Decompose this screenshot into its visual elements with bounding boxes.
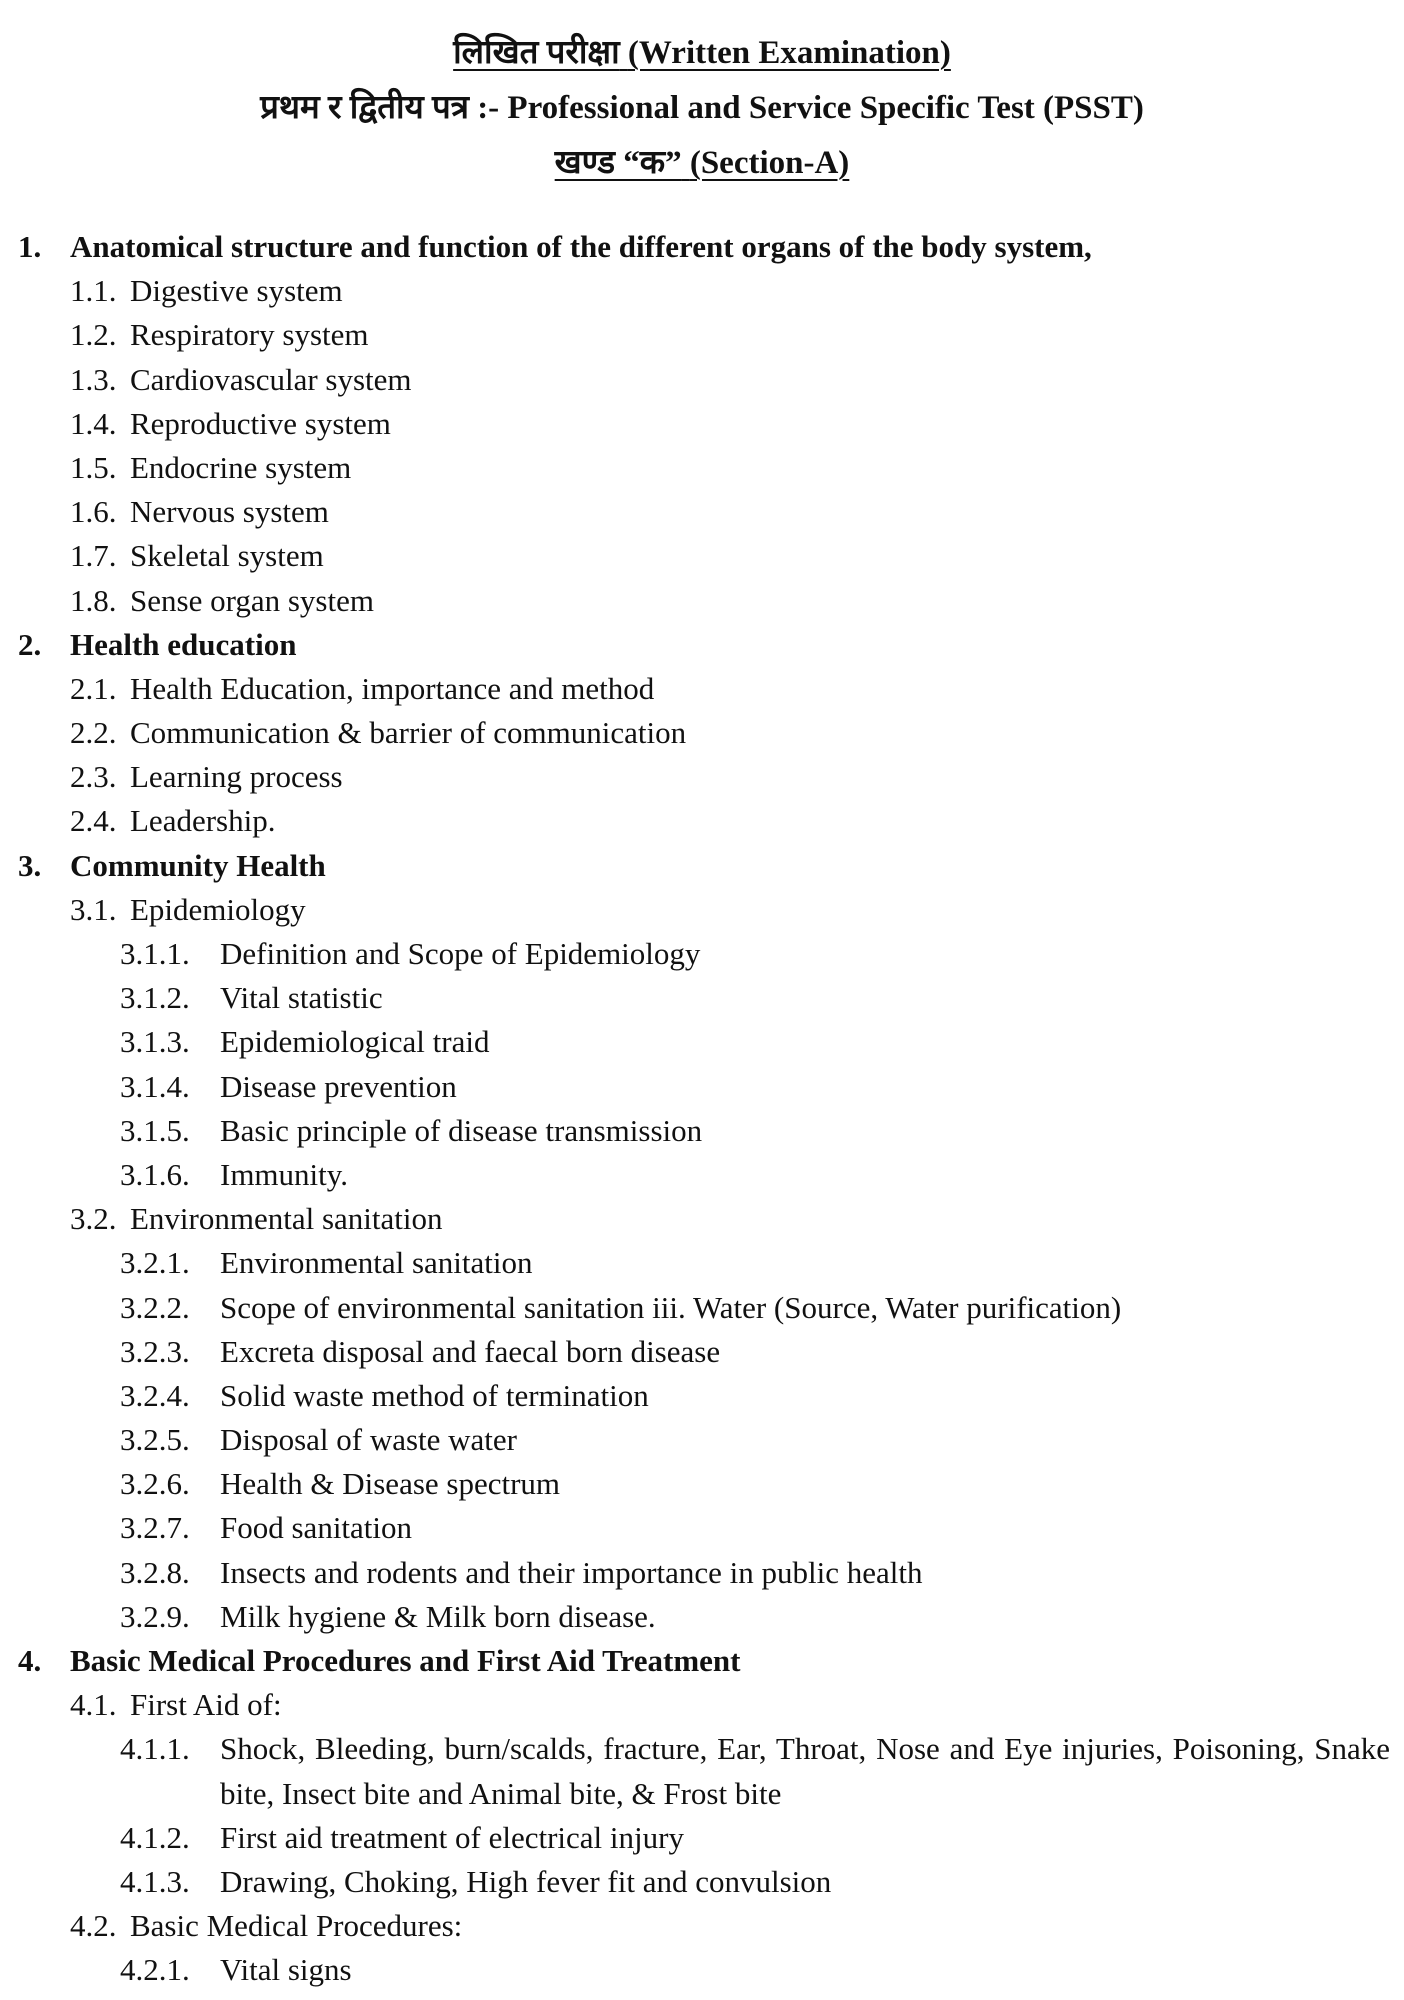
item-text: Reproductive system [130, 405, 391, 441]
item-text: Insects and rodents and their importance in public health [220, 1554, 923, 1590]
item-number: 3.1.3. [120, 1024, 190, 1060]
item-text: Health education [70, 626, 297, 662]
syllabus-item [0, 1109, 1404, 1153]
item-number: 4.1. [70, 1687, 117, 1723]
syllabus-item [0, 1595, 1404, 1639]
item-text: Definition and Scope of Epidemiology [220, 936, 701, 971]
item-text: Food sanitation [220, 1510, 413, 1546]
syllabus-heading [0, 844, 1404, 888]
syllabus-item [0, 1197, 1404, 1241]
syllabus-item [0, 667, 1404, 711]
syllabus-item [0, 1065, 1404, 1109]
paper-title-hindi: प्रथम र द्वितीय पत्र [260, 90, 469, 126]
item-number: 1.4. [70, 405, 117, 441]
item-number: 1.2. [70, 317, 117, 353]
item-text: Environmental sanitation [220, 1245, 533, 1281]
item-text: Excreta disposal and faecal born disease [220, 1333, 721, 1369]
item-text: Immunity. [220, 1156, 349, 1192]
syllabus-item [0, 976, 1404, 1020]
item-text: Skeletal system [130, 538, 324, 574]
item-number: 3.2.9. [120, 1598, 190, 1634]
item-text: Cardiovascular system [130, 361, 412, 397]
item-text: Nervous system [130, 494, 329, 530]
syllabus-item [0, 1727, 1404, 1815]
item-text: Shock, Bleeding, burn/scalds, fracture, Ear, Throat, Nose and Eye injuries, Poisoning, Snake bite, Insect bite and Animal bite, & Frost bite [220, 1731, 1390, 1811]
syllabus-item [0, 1816, 1404, 1860]
syllabus-item [0, 755, 1404, 799]
item-number: 1.6. [70, 494, 117, 530]
item-number: 3.1.2. [120, 980, 190, 1016]
item-text: Vital signs [220, 1952, 352, 1988]
item-number: 4.1.1. [120, 1731, 190, 1767]
syllabus-item [0, 932, 1404, 976]
syllabus-item [0, 1506, 1404, 1550]
item-number: 3.2.3. [120, 1333, 190, 1369]
syllabus-item [0, 1551, 1404, 1595]
item-number: 3.2.5. [120, 1422, 190, 1458]
item-text: Basic Medical Procedures and First Aid Treatment [70, 1643, 741, 1678]
item-number: 3.2.8. [120, 1554, 190, 1590]
item-number: 2.1. [70, 670, 117, 706]
paper-title [0, 81, 1404, 136]
item-number: 1.3. [70, 361, 117, 397]
item-text: Environmental sanitation [130, 1201, 443, 1237]
syllabus-item [0, 1286, 1404, 1330]
item-number: 4.1.2. [120, 1819, 190, 1855]
item-number: 3.2.1. [120, 1245, 190, 1281]
syllabus-item [0, 534, 1404, 578]
item-number: 1.7. [70, 538, 117, 574]
item-number: 1. [18, 229, 42, 264]
item-text: Solid waste method of termination [220, 1377, 649, 1413]
section-title-english: (Section-A) [689, 145, 850, 181]
exam-title-english: (Written Examination) [627, 35, 951, 71]
item-number: 1.1. [70, 273, 117, 309]
item-number: 2.3. [70, 759, 117, 795]
item-text: Learning process [130, 759, 343, 795]
item-text: Basic Medical Procedures: [130, 1908, 463, 1944]
syllabus-heading [0, 623, 1404, 667]
syllabus-item [0, 888, 1404, 932]
syllabus-item [0, 1374, 1404, 1418]
item-text: Health Education, importance and method [130, 670, 655, 706]
item-number: 3.2.7. [120, 1510, 190, 1546]
syllabus-heading [0, 1639, 1404, 1683]
syllabus-item [0, 1418, 1404, 1462]
item-text: Digestive system [130, 273, 343, 309]
item-text: Anatomical structure and function of the different organs of the body system, [70, 229, 1092, 264]
syllabus-item [0, 446, 1404, 490]
syllabus-item [0, 1904, 1404, 1948]
item-number: 4.2.1. [120, 1952, 190, 1988]
item-text: Basic principle of disease transmission [220, 1112, 703, 1148]
item-number: 3.1.5. [120, 1112, 190, 1148]
item-number: 3.2.2. [120, 1289, 190, 1325]
syllabus-item [0, 402, 1404, 446]
syllabus-list [0, 225, 1404, 1993]
item-text: Scope of environmental sanitation iii. Water (Source, Water purification) [220, 1289, 1122, 1325]
syllabus-item [0, 579, 1404, 623]
syllabus-item [0, 1153, 1404, 1197]
item-text: Vital statistic [220, 980, 383, 1016]
item-text: Disposal of waste water [220, 1422, 517, 1458]
syllabus-item [0, 313, 1404, 357]
item-number: 3.1.1. [120, 936, 190, 971]
exam-title-hindi: लिखित परीक्षा [453, 35, 620, 71]
item-number: 3. [18, 847, 42, 883]
document-header [0, 0, 1404, 191]
syllabus-item [0, 711, 1404, 755]
item-number: 4.1.3. [120, 1863, 190, 1899]
item-number: 1.5. [70, 449, 117, 485]
section-title-hindi: खण्ड “क” [554, 145, 682, 181]
syllabus-heading [0, 225, 1404, 269]
syllabus-item [0, 1462, 1404, 1506]
item-text: Endocrine system [130, 449, 352, 485]
item-number: 4. [18, 1643, 42, 1678]
item-number: 3.2.4. [120, 1377, 190, 1413]
item-number: 3.2.6. [120, 1466, 190, 1502]
item-text: Disease prevention [220, 1068, 457, 1104]
item-text: First aid treatment of electrical injury [220, 1819, 684, 1855]
item-text: Leadership. [130, 803, 276, 839]
item-number: 3.1.4. [120, 1068, 190, 1104]
item-text: Drawing, Choking, High fever fit and convulsion [220, 1863, 832, 1899]
item-text: Community Health [70, 847, 326, 883]
exam-title [0, 26, 1404, 81]
syllabus-item [0, 490, 1404, 534]
syllabus-item [0, 1241, 1404, 1285]
syllabus-item [0, 269, 1404, 313]
syllabus-item [0, 358, 1404, 402]
item-number: 3.2. [70, 1201, 117, 1237]
item-number: 3.1.6. [120, 1156, 190, 1192]
item-number: 4.2. [70, 1908, 117, 1944]
item-text: Epidemiological traid [220, 1024, 490, 1060]
item-text: Milk hygiene & Milk born disease. [220, 1598, 656, 1634]
item-text: Respiratory system [130, 317, 369, 353]
item-number: 2.4. [70, 803, 117, 839]
syllabus-item [0, 799, 1404, 843]
syllabus-item [0, 1683, 1404, 1727]
item-number: 1.8. [70, 582, 117, 618]
item-number: 3.1. [70, 891, 117, 927]
item-text: Sense organ system [130, 582, 374, 618]
paper-title-english: :- Professional and Service Specific Test (PSST) [477, 90, 1144, 126]
item-text: Epidemiology [130, 891, 306, 927]
syllabus-item [0, 1860, 1404, 1904]
item-text: Health & Disease spectrum [220, 1466, 561, 1502]
item-number: 2. [18, 626, 42, 662]
syllabus-item [0, 1020, 1404, 1064]
syllabus-item [0, 1330, 1404, 1374]
item-number: 2.2. [70, 715, 117, 751]
item-text: Communication & barrier of communication [130, 715, 687, 751]
item-text: First Aid of: [130, 1687, 282, 1723]
section-title [0, 136, 1404, 191]
syllabus-item [0, 1948, 1404, 1992]
